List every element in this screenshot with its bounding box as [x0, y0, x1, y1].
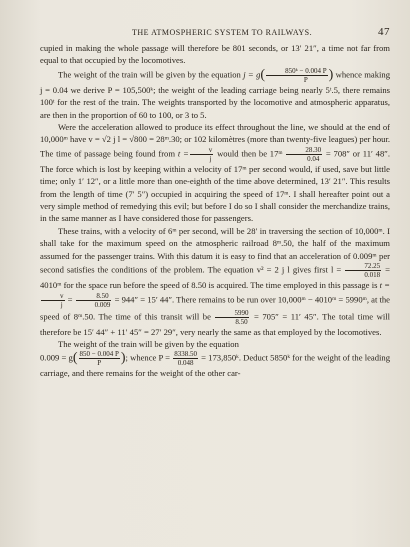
paragraph-3-text-b: would then be 17ᵐ: [214, 148, 286, 159]
paragraph-2: The weight of the train will be given by the equation j = g( $\frac{\text{850ᵏ − 0.004 P}}{P}$ ) whence making j = 0.04 we derive P = 105,500ᵏ; the weight of the leading carriage being nearly 5ᵗ.5, there remains 100ᵗ for the rest of the train. The weights transported by the locomotive and atmospheric apparatus, are then in the proportion of 60 to 100, or 3 to 5.: [40, 66, 391, 120]
fraction-denominator: 0.018: [364, 271, 381, 280]
fraction-numerator: 72.25: [345, 262, 381, 271]
fraction-numerator: v: [190, 146, 214, 155]
fraction-denominator: P: [303, 75, 308, 84]
paragraph-6-text-a: ; whence P =: [125, 352, 173, 363]
space-fraction: [345, 262, 381, 279]
paragraph-4: [40, 225, 390, 338]
paragraph-4-text-d: = 705″ = 11′ 45″. The total time will therefore be 15′ 44″ + 11′ 45″ = 27′ 29″, very nearly the same as that employed by the locomotives.: [40, 310, 390, 337]
fraction-numerator: 850ᵏ − 0.004 P: [266, 67, 328, 76]
time-formula-lhs: t =: [379, 280, 390, 291]
paragraph-5: The weight of the train will be given by the equation: [58, 338, 239, 349]
paragraph-3: [40, 121, 390, 225]
paragraph-2-text-a: The weight of the train will be given by the equation: [58, 69, 244, 80]
fraction-numerator: 5990: [215, 309, 249, 318]
paragraph-4-text-c: = 944″ = 15′ 44″. There remains to be run over 10,000ᵐ − 4010ᵐ = 5990ᵐ, at the speed of 8ᵐ.50. The time of this transit will be: [40, 293, 390, 321]
equation-fraction: [266, 67, 328, 84]
paragraph-6: 0.009 = g( $\frac{850 - 0.004 P}{P}$ ); whence P = $\frac{8338.50}{0.048}$ = 173,850ᵏ. Deduct 5850ᵏ for the weight of the leading carriage, and there remains for the weight of the other car-: [40, 350, 391, 379]
weight-fraction: [173, 350, 198, 367]
time-formula-fraction: [190, 146, 214, 163]
fraction-denominator: 0.04: [307, 154, 320, 163]
transit-fraction: [215, 309, 249, 326]
paragraph-3-text-a: Were the acceleration allowed to produce its effect throughout the line, we should at the end of 10,000ᵐ have v = √2 j l = √800 = 28ᵐ.30; or 102 kilomètres (more than twenty-five leagues) per hour. The time of passage being found from: [40, 122, 390, 159]
paragraph-6-text-b: = 173,850ᵏ. Deduct 5850ᵏ for the weight of the leading carriage, and there remains for the weight of the other car-: [40, 352, 391, 379]
paragraph-4-text-b: = 4010ᵐ for the space run before the speed of 8.50 is acquired. The time employed in this passage is: [40, 264, 390, 291]
equation-fraction: [79, 350, 120, 367]
fraction-denominator: j: [209, 154, 212, 163]
time-value-fraction: [76, 292, 112, 309]
equals-sign: =: [65, 293, 75, 304]
fraction-denominator: 0.009: [94, 300, 111, 309]
fraction-numerator: 8338.50: [174, 350, 197, 359]
fraction-numerator: 28.30: [286, 146, 322, 155]
fraction-numerator: 8.50: [76, 292, 112, 301]
running-title: THE ATMOSPHERIC SYSTEM TO RAILWAYS.: [132, 28, 313, 37]
paragraph-4-text-a: These trains, with a velocity of 6ᵐ per second, will be 28′ in traversing the section of 10,000ᵐ. I shall take for the maximum speed on the atmospheric railroad 8ᵐ.50, the half of the maximum assumed for the passenger trains. With this datum it is easy to find that an acceleration of 0.009ᵐ per second satisfies the conditions of the problem. The equation v² = 2 j l gives first l =: [40, 225, 390, 275]
equation-lhs: 0.009 = g: [40, 352, 73, 363]
fraction-denominator: j: [60, 300, 63, 309]
page-body: [40, 42, 390, 380]
paragraph-3-text-c: = 708″ or 11′ 48″. The force which is lost by keeping within a velocity of 17ᵐ per second would, if used, save but little time; only 1′ 12″, or a little more than one-eighth of the time above determined, 13′ 21″. This results from the length of time (7′ 5″) occupied in acquiring the speed of 17ᵐ. I shall hereafter point out a very simple method of remedying this evil; but before I do so I shall consider the merchandize trains, in the same manner as I have considered those for passengers.: [40, 148, 390, 224]
equation-lhs: j = g: [243, 69, 261, 80]
time-formula-lhs: t =: [177, 148, 189, 159]
fraction-numerator: 850 − 0.004 P: [79, 350, 119, 359]
fraction-denominator: 0.048: [177, 359, 194, 368]
paragraph-1: cupied in making the whole passage will therefore be 801 seconds, or 13′ 21″, a time not far from equal to that occupied by the locomotives.: [40, 43, 390, 66]
time-formula-fraction: [41, 292, 65, 309]
paragraph-2-text-b: whence making j = 0.04 we derive P = 105,500ᵏ; the weight of the leading carriage being nearly 5ᵗ.5, there remains 100ᵗ for the rest of the train. The weights transported by the locomotive and atmospheric apparatus, are then in the proportion of 60 to 100, or 3 to 5.: [40, 69, 391, 120]
time-value-fraction: [286, 146, 322, 163]
page-number: 47: [378, 26, 390, 38]
running-header: [24, 26, 390, 40]
fraction-denominator: P: [97, 359, 102, 368]
fraction-denominator: 8.50: [235, 317, 248, 326]
fraction-numerator: v: [41, 292, 65, 301]
